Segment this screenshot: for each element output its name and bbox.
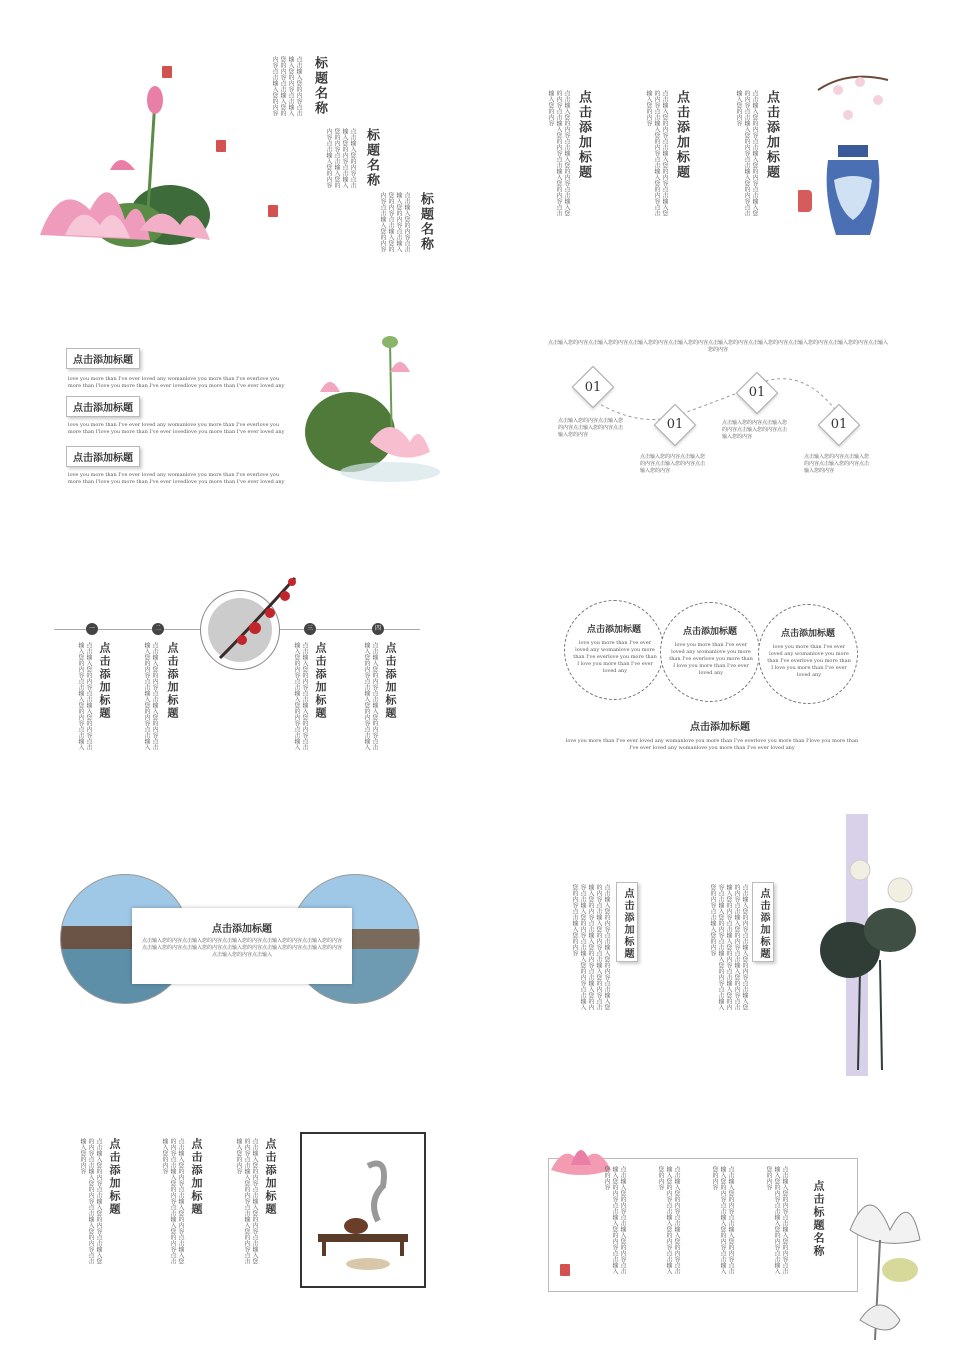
slide-2[interactable]	[480, 0, 960, 270]
step-body: 点击输入您的内容点击输入您的内容点击输入您的内容点击输入您的内容点击输入	[363, 642, 378, 750]
step-title: 点击添加标题	[98, 642, 111, 720]
step-body: 点击输入您的内容点击输入您的内容点击输入您的内容点击输入您的内容	[558, 418, 624, 438]
block-body: 点击输入您的内容点击输入您的内容点击输入您的内容点击输入您的内容点击输入您的内容	[271, 56, 302, 116]
step-body: 点击输入您的内容点击输入您的内容点击输入您的内容点击输入您的内容点击输入	[77, 642, 92, 750]
wave-path	[480, 370, 960, 450]
paragraph: love you more than I've ever loved any womanlove you more than I've everlove you more than I'love you more than I've ever lovedlove you more than I've ever loved any	[68, 376, 285, 389]
vase-illustration	[798, 60, 908, 240]
step-body: 点击输入您的内容点击输入您的内容点击输入您的内容点击输入您的内容	[722, 420, 788, 440]
heading-pill: 点击添加标题	[66, 348, 140, 369]
bottom-title: 点击添加标题	[690, 722, 750, 733]
bottom-text: love you more than I've ever loved any womanlove you more than I've everlove you more than I'love you more than I've ever loved any womanlove you more than I've ever loved any	[565, 738, 859, 751]
block-body: 点击输入您的内容点击输入您的内容点击输入您的内容点击输入您的内容点击输入您的内容点击输入您的内容	[161, 1138, 184, 1264]
column-body: 点击输入您的内容点击输入您的内容点击输入您的内容点击输入您的内容点击输入您的内容点击输入您的内容点击输入您的内容点击输入您的内容点击输入您的内容点击输入您的内容点击输入您的内容点击输入您的内容	[709, 884, 748, 1010]
step-body: 点击输入您的内容点击输入您的内容点击输入您的内容点击输入您的内容	[640, 454, 706, 474]
block-body: 点击输入您的内容点击输入您的内容点击输入您的内容点击输入您的内容点击输入您的内容	[325, 128, 356, 188]
block-title: 点击添加标题	[674, 90, 689, 180]
block-body: 点击输入您的内容点击输入您的内容点击输入您的内容点击输入您的内容点击输入您的内容点击输入您的内容	[645, 90, 668, 216]
block-title: 标题名称	[312, 56, 327, 116]
block-title: 点击标题名称	[812, 1180, 825, 1258]
circle-title: 点击添加标题	[586, 625, 641, 635]
step-title: 点击添加标题	[314, 642, 327, 720]
step-number: 01	[666, 417, 684, 432]
red-seal-icon	[560, 1264, 570, 1276]
column-body: 点击输入您的内容点击输入您的内容点击输入您的内容点击输入您的内容点击输入您的内容	[765, 1166, 788, 1274]
column-body: 点击输入您的内容点击输入您的内容点击输入您的内容点击输入您的内容点击输入您的内容	[657, 1166, 680, 1274]
block-title: 点击添加标题	[190, 1138, 203, 1216]
step-title: 点击添加标题	[166, 642, 179, 720]
slide-6[interactable]	[480, 540, 960, 810]
tag-title: 点击添加标题	[758, 888, 769, 960]
slide-8[interactable]	[480, 810, 960, 1080]
block-title: 标题名称	[418, 192, 433, 252]
tea-illustration	[308, 1146, 418, 1276]
circle-title: 点击添加标题	[682, 627, 737, 637]
block-body: 点击输入您的内容点击输入您的内容点击输入您的内容点击输入您的内容点击输入您的内容	[379, 192, 410, 252]
slide-5[interactable]	[0, 540, 480, 810]
block-title: 点击添加标题	[108, 1138, 121, 1216]
block-title: 点击添加标题	[264, 1138, 277, 1216]
block-body: 点击输入您的内容点击输入您的内容点击输入您的内容点击输入您的内容点击输入您的内容点击输入您的内容	[79, 1138, 102, 1264]
step-body: 点击输入您的内容点击输入您的内容点击输入您的内容点击输入您的内容	[804, 454, 870, 474]
step-marker: 二	[152, 623, 164, 635]
step-marker: 一	[86, 623, 98, 635]
step-number: 01	[830, 417, 848, 432]
column-body: 点击输入您的内容点击输入您的内容点击输入您的内容点击输入您的内容点击输入您的内容	[711, 1166, 734, 1274]
circle-text: love you more than I've ever loved any womanlove you more than I've everlove you more than I love you more than I've ever loved any	[669, 642, 753, 676]
red-seal-icon	[162, 66, 172, 78]
slide-1[interactable]	[0, 0, 480, 270]
red-seal-icon	[268, 205, 278, 217]
tag-title: 点击添加标题	[622, 888, 633, 960]
slide-9[interactable]	[0, 1080, 480, 1350]
block-body: 点击输入您的内容点击输入您的内容点击输入您的内容点击输入您的内容点击输入您的内容点击输入您的内容	[547, 90, 570, 216]
top-paragraph: 点击输入您的内容点击输入您的内容点击输入您的内容点击输入您的内容点击输入您的内容点击输入您的内容点击输入您的内容点击输入您的内容点击输入您的内容	[548, 340, 889, 353]
lotus-leaf-illustration	[800, 850, 940, 1080]
red-seal-icon	[216, 140, 226, 152]
block-body: 点击输入您的内容点击输入您的内容点击输入您的内容点击输入您的内容点击输入您的内容点击输入您的内容	[235, 1138, 258, 1264]
paragraph: love you more than I've ever loved any womanlove you more than I've everlove you more than I'love you more than I've ever lovedlove you more than I've ever loved any	[68, 472, 285, 485]
heading-pill: 点击添加标题	[66, 446, 140, 467]
circle-text: love you more than I've ever loved any womanlove you more than I've everlove you more than I love you more than I've ever loved any	[573, 640, 657, 674]
heading-pill: 点击添加标题	[66, 396, 140, 417]
block-body: 点击输入您的内容点击输入您的内容点击输入您的内容点击输入您的内容点击输入您的内容点击输入您的内容	[735, 90, 758, 216]
block-title: 点击添加标题	[576, 90, 591, 180]
step-body: 点击输入您的内容点击输入您的内容点击输入您的内容点击输入您的内容点击输入	[143, 642, 158, 750]
step-number: 01	[584, 380, 602, 395]
step-marker: 四	[372, 623, 384, 635]
step-title: 点击添加标题	[384, 642, 397, 720]
white-lotus-illustration	[820, 1170, 940, 1350]
slide-7[interactable]	[0, 810, 480, 1080]
column-body: 点击输入您的内容点击输入您的内容点击输入您的内容点击输入您的内容点击输入您的内容	[603, 1166, 626, 1274]
step-number: 01	[748, 385, 766, 400]
step-body: 点击输入您的内容点击输入您的内容点击输入您的内容点击输入您的内容点击输入	[293, 642, 308, 750]
lotus-illustration	[300, 332, 450, 502]
circle-title: 点击添加标题	[780, 629, 835, 639]
slide-10[interactable]	[480, 1080, 960, 1350]
block-title: 标题名称	[364, 128, 379, 188]
circle-text: love you more than I've ever loved any womanlove you more than I've everlove you more than I love you more than I've ever loved any	[767, 644, 851, 678]
block-title: 点击添加标题	[764, 90, 779, 180]
card-title: 点击添加标题	[212, 924, 272, 935]
slide-4[interactable]	[480, 270, 960, 540]
card-body: 点击输入您的内容点击输入您的内容点击输入您的内容点击输入您的内容点击输入您的内容点击输入您的内容点击输入您的内容点击输入您的内容点击输入您的内容点击输入您的内容点击输入您的内容点击输入	[141, 938, 342, 958]
paragraph: love you more than I've ever loved any womanlove you more than I've everlove you more than I'love you more than I've ever lovedlove you more than I've ever loved any	[68, 422, 285, 435]
slide-3[interactable]	[0, 270, 480, 540]
column-body: 点击输入您的内容点击输入您的内容点击输入您的内容点击输入您的内容点击输入您的内容点击输入您的内容点击输入您的内容点击输入您的内容点击输入您的内容点击输入您的内容点击输入您的内容点击输入您的内容	[571, 884, 610, 1010]
step-marker: 三	[304, 623, 316, 635]
